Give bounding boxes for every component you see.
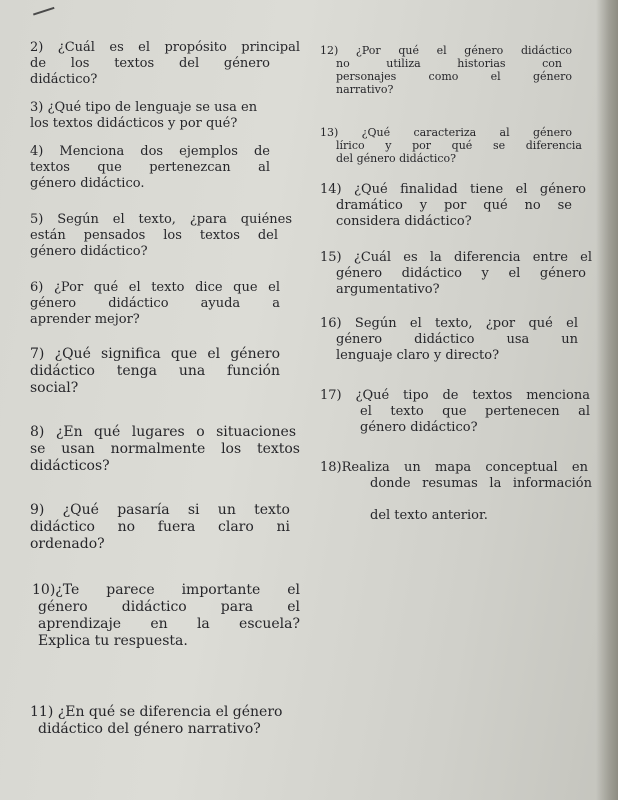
question-16 — [320, 316, 592, 364]
question-line: textos que pertenezcan al — [30, 160, 270, 175]
question-12 — [320, 44, 592, 96]
question-line: aprender mejor? — [30, 312, 140, 327]
question-11 — [30, 704, 300, 738]
question-17 — [320, 388, 592, 436]
question-line: considera didáctico? — [336, 214, 472, 229]
question-line: 15) ¿Cuál es la diferencia entre el — [320, 250, 592, 265]
question-4 — [30, 144, 300, 192]
question-line: 3) ¿Qué tipo de lenguaje se usa en — [30, 100, 258, 115]
question-line: están pensados los textos del — [30, 228, 278, 243]
question-line: ordenado? — [30, 536, 105, 552]
question-line: social? — [30, 380, 79, 396]
question-5 — [30, 212, 300, 260]
question-line: didáctico? — [30, 72, 98, 87]
question-line: de los textos del género — [30, 56, 270, 71]
question-7 — [30, 346, 300, 397]
pen-mark — [33, 7, 57, 23]
question-line: didáctico tenga una función — [30, 363, 280, 379]
question-line: 10)¿Te parece importante el — [32, 582, 300, 598]
question-line: género didáctico para el — [38, 599, 300, 615]
question-line: 2) ¿Cuál es el propósito principal — [30, 40, 300, 55]
question-line: 8) ¿En qué lugares o situaciones — [30, 424, 296, 440]
question-line: donde resumas la información — [370, 476, 592, 491]
question-15 — [320, 250, 592, 298]
page-edge-shadow — [596, 0, 618, 800]
question-line: 11) ¿En qué se diferencia el género — [30, 704, 283, 720]
question-line: 13) ¿Qué caracteriza al género — [320, 126, 572, 139]
question-line: lírico y por qué se diferencia — [336, 139, 582, 152]
question-line: 6) ¿Por qué el texto dice que el — [30, 280, 280, 295]
question-line: género didáctico? — [360, 420, 478, 435]
question-9 — [30, 502, 300, 553]
question-line: 5) Según el texto, ¿para quiénes — [30, 212, 292, 227]
question-18 — [320, 460, 592, 524]
question-line: el texto que pertenecen al — [360, 404, 590, 419]
question-line: lenguaje claro y directo? — [336, 348, 500, 363]
question-6 — [30, 280, 300, 328]
question-line: género didáctico usa un — [336, 332, 578, 347]
question-line: género didáctico ayuda a — [30, 296, 280, 311]
question-line: género didáctico. — [30, 176, 145, 191]
question-2 — [30, 40, 300, 88]
question-line: 4) Menciona dos ejemplos de — [30, 144, 270, 159]
question-line: género didáctico? — [30, 244, 148, 259]
question-line: 7) ¿Qué significa que el género — [30, 346, 280, 362]
question-line: no utiliza historias con — [336, 57, 562, 70]
question-line: 17) ¿Qué tipo de textos menciona — [320, 388, 590, 403]
question-line: género didáctico y el género — [336, 266, 586, 281]
question-line: se usan normalmente los textos — [30, 441, 300, 457]
question-line: 9) ¿Qué pasaría si un texto — [30, 502, 290, 518]
question-line: dramático y por qué no se — [336, 198, 572, 213]
question-10 — [30, 582, 300, 650]
question-13 — [320, 126, 592, 165]
question-line: didácticos? — [30, 458, 110, 474]
question-line: Explica tu respuesta. — [38, 633, 188, 649]
question-line: 12) ¿Por qué el género didáctico — [320, 44, 572, 57]
question-line: del género didáctico? — [336, 152, 457, 165]
question-line: argumentativo? — [336, 282, 440, 297]
question-line: del texto anterior. — [370, 508, 488, 523]
question-line: didáctico del género narrativo? — [38, 721, 261, 737]
question-line: aprendizaje en la escuela? — [38, 616, 300, 632]
question-3 — [30, 100, 300, 132]
question-14 — [320, 182, 592, 230]
question-line: didáctico no fuera claro ni — [30, 519, 290, 535]
question-line: personajes como el género — [336, 70, 572, 83]
question-line: 16) Según el texto, ¿por qué el — [320, 316, 578, 331]
question-line: narrativo? — [336, 83, 394, 96]
question-line: 18)Realiza un mapa conceptual en — [320, 460, 588, 475]
question-8 — [30, 424, 300, 475]
question-line: 14) ¿Qué finalidad tiene el género — [320, 182, 586, 197]
question-line: los textos didácticos y por qué? — [30, 116, 238, 131]
